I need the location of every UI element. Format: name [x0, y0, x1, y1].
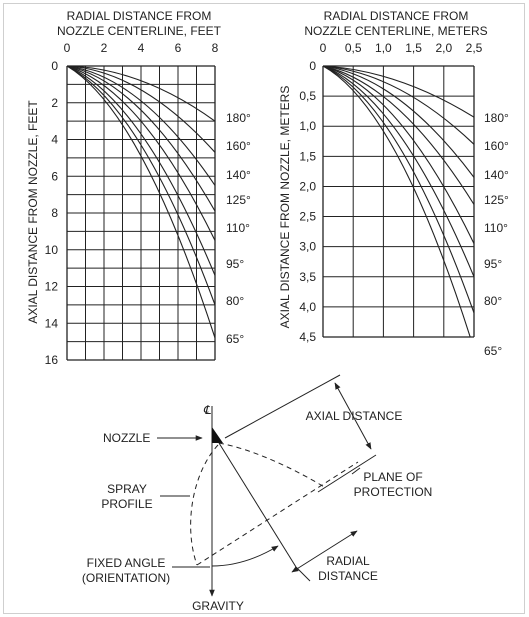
feet-curve-label: 80°	[226, 294, 245, 308]
feet-curve-labels	[226, 111, 251, 346]
meters-y-tick-label: 0	[309, 59, 316, 73]
feet-x-tick-label: 4	[137, 41, 145, 55]
meters-y-tick-label: 4,0	[299, 299, 316, 314]
feet-curve-label: 140°	[226, 168, 251, 182]
feet-curve-label: 110°	[226, 221, 250, 235]
axial-distance-label: AXIAL DISTANCE	[305, 409, 403, 423]
meters-curve-label: 125°	[484, 193, 509, 207]
meters-y-tick-label: 0,5	[299, 89, 316, 104]
chart-meters	[278, 9, 509, 358]
feet-curve-label: 95°	[226, 257, 245, 271]
spray-profile-label-1: SPRAY	[107, 482, 147, 496]
nozzle-orientation-diagram	[82, 375, 432, 613]
radial-distance-label-1: RADIAL	[326, 554, 370, 568]
plane-label-2: PROTECTION	[353, 485, 433, 499]
feet-y-axis-label: AXIAL DISTANCE FROM NOZZLE, FEET	[26, 100, 40, 324]
feet-y-tick-label: 14	[44, 316, 58, 331]
spray-axis-line	[219, 443, 296, 567]
meters-curve-label: 140°	[484, 168, 509, 182]
feet-y-tick-label: 2	[51, 95, 58, 110]
feet-y-tick-labels	[45, 59, 59, 367]
spray-profile-label-2: PROFILE	[101, 497, 153, 511]
meters-y-tick-label: 1,0	[299, 119, 316, 134]
feet-x-tick-label: 0	[63, 41, 71, 55]
meters-x-tick-label: 2,5	[465, 41, 483, 55]
meters-y-tick-label: 3,0	[299, 239, 316, 254]
meters-y-tick-label: 1,5	[299, 149, 316, 164]
radial-extension	[296, 567, 310, 581]
meters-grid	[323, 66, 474, 337]
radial-distance-label-2: DISTANCE	[318, 569, 378, 583]
meters-curve-label: 80°	[484, 294, 503, 308]
axial-extension-1	[225, 375, 340, 438]
feet-curve-label: 180°	[226, 111, 251, 125]
meters-x-tick-label: 0	[319, 41, 327, 55]
feet-x-tick-label: 2	[100, 41, 108, 55]
feet-curve-label: 160°	[226, 139, 251, 153]
feet-x-tick-labels	[64, 41, 219, 55]
feet-title-line1: RADIAL DISTANCE FROM	[66, 9, 212, 23]
meters-y-tick-label: 2,5	[299, 209, 316, 224]
meters-curve-label: 95°	[484, 257, 503, 271]
plane-of-protection-line	[197, 462, 358, 565]
meters-x-tick-label: 1,5	[405, 41, 422, 55]
meters-curve-label: 160°	[484, 139, 509, 153]
feet-y-tick-label: 10	[44, 242, 58, 257]
meters-title-line2: NOZZLE CENTERLINE, METERS	[304, 24, 488, 38]
meters-curve-labels	[484, 111, 509, 358]
chart-feet	[26, 9, 251, 367]
meters-y-tick-label: 3,5	[299, 269, 316, 284]
meters-y-tick-label: 4,5	[299, 330, 316, 344]
feet-y-tick-label: 4	[51, 132, 58, 147]
meters-curve-125°	[323, 66, 474, 205]
feet-x-tick-label: 8	[211, 41, 219, 55]
meters-x-tick-labels	[320, 41, 483, 55]
centerline-symbol: ℄	[203, 403, 211, 417]
meters-curve-label: 65°	[484, 344, 503, 358]
feet-y-tick-label: 12	[44, 279, 58, 294]
gravity-label: GRAVITY	[192, 599, 244, 613]
meters-x-tick-label: 1,0	[375, 41, 392, 55]
fixed-angle-label-2: (ORIENTATION)	[81, 571, 171, 585]
meters-curve-80°	[323, 66, 474, 313]
meters-x-tick-label: 0,5	[344, 41, 362, 55]
feet-title-line2: NOZZLE CENTERLINE, FEET	[56, 24, 222, 38]
feet-y-tick-label: 6	[51, 169, 58, 184]
meters-y-tick-label: 2,0	[299, 179, 316, 194]
plane-label-1: PLANE OF	[363, 470, 423, 484]
feet-y-tick-label: 16	[44, 353, 58, 367]
meters-y-axis-label: AXIAL DISTANCE FROM NOZZLE, METERS	[278, 85, 292, 329]
feet-x-tick-label: 6	[174, 41, 182, 55]
feet-y-tick-label: 8	[51, 206, 58, 220]
meters-curve-label: 180°	[484, 111, 509, 125]
plane-leader	[352, 468, 360, 474]
meters-x-tick-label: 2,0	[435, 41, 453, 55]
spray-profile-arc	[191, 445, 218, 565]
feet-curve-label: 65°	[226, 332, 245, 346]
meters-curve-label: 110°	[484, 221, 508, 235]
nozzle-label: NOZZLE	[103, 431, 151, 445]
spray-profile-arc-top	[219, 443, 326, 488]
feet-curve-label: 125°	[226, 193, 251, 207]
feet-y-tick-label: 0	[51, 59, 58, 73]
meters-title-line1: RADIAL DISTANCE FROM	[323, 9, 469, 23]
meters-y-tick-labels	[299, 59, 316, 344]
nozzle-icon	[212, 427, 223, 443]
fixed-angle-label-1: FIXED ANGLE	[86, 556, 166, 570]
